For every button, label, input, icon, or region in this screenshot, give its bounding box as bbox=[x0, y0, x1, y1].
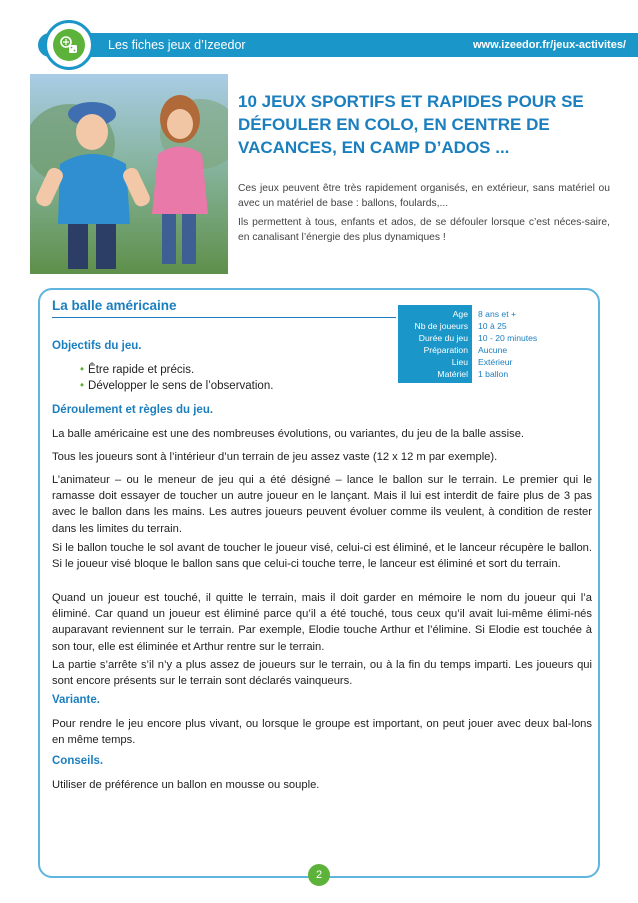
info-row-players bbox=[398, 320, 596, 332]
info-value: 10 - 20 minutes bbox=[478, 333, 538, 343]
izeedor-logo bbox=[44, 20, 94, 70]
rules-paragraph: La balle américaine est une des nombreuses évolutions, ou variantes, du jeu de la balle assise. bbox=[52, 428, 525, 440]
list-item: • Être rapide et précis. bbox=[80, 362, 273, 378]
game-info-table bbox=[398, 305, 596, 383]
rules-paragraph: Quand un joueur est touché, il quitte le terrain, mais il doit garder en mémoire le nom du joueur qui l’a éliminé. Car quand un joueur est éliminé parce qu’il a été touché, tous ceux qu’il avait lui-même élimi-nés auparavant reviennent sur le terrain. Par exemple, Elodie touche Arthur et l’élimine. Si Elodie est touchée à son tour, elle est éliminée et Arthur rentre sur le terrain. bbox=[52, 592, 592, 653]
list-item: • Développer le sens de l’observation. bbox=[80, 378, 273, 394]
info-value: 10 à 25 bbox=[478, 321, 507, 331]
info-label: Lieu bbox=[451, 357, 468, 367]
objectives-heading: Objectifs du jeu. bbox=[52, 340, 142, 352]
info-value: 8 ans et + bbox=[478, 309, 516, 319]
game-title: La balle américaine bbox=[52, 298, 177, 313]
tips-heading: Conseils. bbox=[52, 755, 104, 767]
info-value: Aucune bbox=[478, 345, 508, 355]
variant-paragraph: Pour rendre le jeu encore plus vivant, ou lorsque le groupe est important, on peut jouer avec deux bal-lons en même temps. bbox=[52, 718, 592, 747]
rules-paragraph: L’animateur – ou le meneur de jeu qui a été désigné – lance le ballon sur le terrain. Le premier qui le ramasse doit essayer de toucher un autre joueur en le lançant. Mais il lui est interdit de faire plus de 3 pas avec le ballon dans les mains. Les autres joueurs peuvent évoluer comme ils veulent, à condition de rester dans les limites du terrain. bbox=[52, 474, 592, 535]
page-title: 10 JEUX SPORTIFS ET RAPIDES POUR SE DÉFOULER EN COLO, EN CENTRE DE VACANCES, EN CAMP D’ADOS ... bbox=[238, 92, 584, 157]
info-value: 1 ballon bbox=[478, 369, 509, 379]
info-label: Matériel bbox=[437, 369, 468, 379]
game-pieces-icon bbox=[58, 34, 80, 56]
info-row-age bbox=[398, 308, 596, 320]
header-url[interactable]: www.izeedor.fr/jeux-activites/ bbox=[472, 39, 626, 51]
title-divider bbox=[52, 317, 396, 318]
variant-heading: Variante. bbox=[52, 694, 100, 706]
header-title: Les fiches jeux d’Izeedor bbox=[108, 38, 246, 52]
info-row-material bbox=[398, 368, 596, 380]
intro-paragraph: Ces jeux peuvent être très rapidement organisés, en extérieur, sans matériel ou avec un matériel de base : ballons, foulards,... bbox=[238, 183, 610, 209]
info-label: Préparation bbox=[423, 345, 468, 355]
children-running-photo bbox=[30, 74, 228, 274]
page-number: 2 bbox=[308, 864, 330, 886]
intro-text bbox=[238, 182, 610, 250]
rules-heading: Déroulement et règles du jeu. bbox=[52, 404, 214, 416]
info-label: Durée du jeu bbox=[418, 333, 468, 343]
rules-paragraph: Tous les joueurs sont à l’intérieur d’un terrain de jeu assez vaste (12 x 12 m par exemple). bbox=[52, 451, 498, 463]
intro-paragraph: Ils permettent à tous, enfants et ados, de se défouler lorsque c’est néces-saire, en canalisant l’énergie des plus dynamiques ! bbox=[238, 217, 610, 243]
info-value: Extérieur bbox=[478, 357, 513, 367]
rules-paragraph: Si le ballon touche le sol avant de toucher le joueur visé, celui-ci est éliminé, et le lanceur récupère le ballon. Si le joueur visé bloque le ballon sans que celui-ci touche terre, le lanceur est éliminé et sort du terrain. bbox=[52, 542, 592, 571]
tips-paragraph: Utiliser de préférence un ballon en mousse ou souple. bbox=[52, 779, 320, 791]
info-label: Nb de joueurs bbox=[414, 321, 468, 331]
info-row-place bbox=[398, 356, 596, 368]
rules-paragraph: La partie s’arrête s’il n’y a plus assez de joueurs sur le terrain, ou à la fin du temps imparti. Les joueurs qui sont encore présents sur le terrain sont déclarés vainqueurs. bbox=[52, 659, 592, 688]
info-row-duration bbox=[398, 332, 596, 344]
objectives-list bbox=[80, 362, 273, 394]
info-label: Age bbox=[452, 309, 468, 319]
info-row-preparation bbox=[398, 344, 596, 356]
